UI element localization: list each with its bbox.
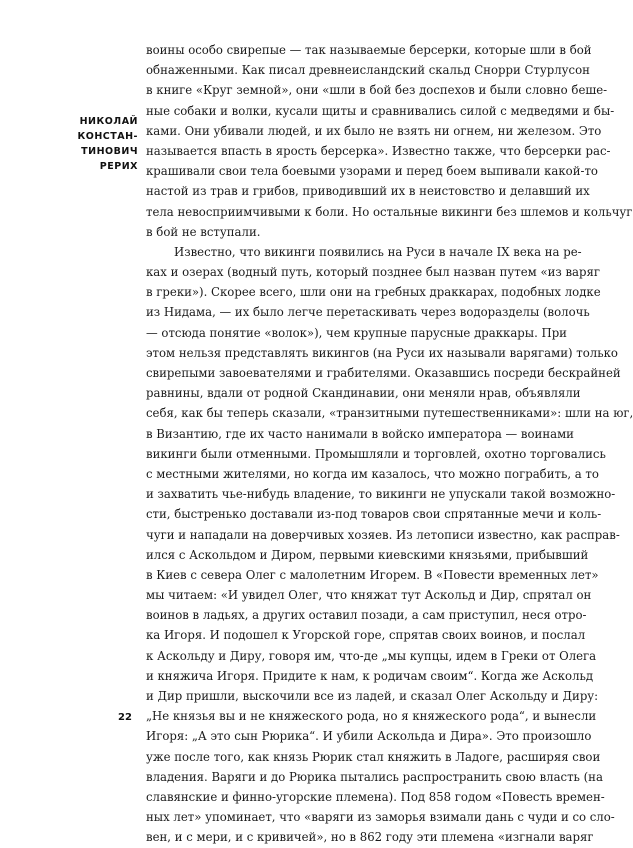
text-line: из Нидама, — их было легче перетаскивать через водоразделы (волочь (146, 305, 590, 320)
paragraph-first-line: Известно, что викинги появились на Руси в начале IX века на ре- (174, 244, 582, 259)
text-line: — отсюда понятие «волок»), чем крупные парусные драккары. При (146, 325, 567, 340)
text-line: обнаженными. Как писал древнеисландский скальд Снорри Стурлусон (146, 63, 590, 78)
text-line: ных лет» упоминает, что «варяги из заморья взимали дань с чуди и со сло- (146, 810, 615, 825)
text-line: ка Игоря. И подошел к Угорской горе, спрятав своих воинов, и послал (146, 628, 586, 643)
text-line: в бой не вступали. (146, 224, 261, 239)
text-line: чуги и нападали на доверчивых хозяев. Из летописи известно, как расправ- (146, 527, 620, 542)
text-line: ные собаки и волки, кусали щиты и сравнивались силой с медведями и бы- (146, 103, 615, 118)
text-line: воины особо свирепые — так называемые берсерки, которые шли в бой (146, 43, 592, 57)
text-line: Игоря: „А это сын Рюрика“. И убили Аскольда и Дира». Это произошло (146, 729, 592, 744)
author-line: РЕРИХ (99, 161, 138, 172)
text-line: этом нельзя представлять викингов (на Руси их называли варягами) только (146, 345, 618, 360)
text-line: вен, и с мери, и с кривичей», но в 862 году эти племена «изгнали варяг (146, 830, 594, 845)
text-line: викинги были отменными. Промышляли и торговлей, охотно торговались (146, 446, 606, 461)
text-line: уже после того, как князь Рюрик стал княжить в Ладоге, расширяя свои (146, 749, 601, 764)
text-line: в греки»). Скорее всего, шли они на гребных драккарах, подобных лодке (146, 285, 601, 300)
text-line: с местными жителями, но когда им казалось, что можно пограбить, а то (146, 466, 599, 481)
text-line: настой из трав и грибов, приводивший их в неистовство и делавший их (146, 184, 590, 199)
text-line: в Византию, где их часто нанимали в войско императора — воинами (146, 426, 574, 441)
text-line: равнины, вдали от родной Скандинавии, они меняли нрав, объявляли (146, 386, 581, 401)
text-line: воинов в ладьях, а других оставил позади, а сам приступил, неся отро- (146, 608, 587, 623)
text-line: мы читаем: «И увидел Олег, что княжат тут Аскольд и Дир, спрятал он (146, 588, 592, 603)
page-number: 22 (118, 712, 132, 723)
text-line: в Киев с севера Олег с малолетним Игорем. В «Повести временных лет» (146, 567, 599, 582)
text-line: крашивали свои тела боевыми узорами и перед боем выпивали какой-то (146, 164, 598, 179)
text-line: себя, как бы теперь сказали, «транзитными путешественниками»: шли на юг, (146, 406, 633, 421)
text-line: ках и озерах (водный путь, который позднее был назван путем «из варяг (146, 265, 601, 280)
text-line: в книге «Круг земной», они «шли в бой без доспехов и были словно беше- (146, 83, 608, 98)
text-line: „Не князья вы и не княжеского рода, но я княжеского рода“, и вынесли (146, 709, 597, 724)
text-line: и княжича Игоря. Придите к нам, к родичам своим“. Когда же Аскольд (146, 668, 594, 683)
text-line: владения. Варяги и до Рюрика пытались распространить свою власть (на (146, 769, 603, 784)
running-head-author (20, 114, 138, 174)
author-line: НИКОЛАЙ (79, 116, 138, 127)
text-line: сти, быстренько доставали из-под товаров свои спрятанные мечи и коль- (146, 507, 602, 522)
text-line: славянские и финно-угорские племена). Под 858 годом «Повесть времен- (146, 789, 605, 804)
author-line: КОНСТАН- (77, 131, 138, 142)
text-line: свирепыми завоевателями и грабителями. Оказавшись посреди бескрайней (146, 366, 621, 380)
text-line: к Аскольду и Диру, говоря им, что-де „мы купцы, идем в Греки от Олега (146, 648, 597, 663)
author-line: ТИНОВИЧ (81, 146, 138, 157)
text-line: ился с Аскольдом и Диром, первыми киевскими князьями, прибывший (146, 547, 589, 562)
text-line: и Дир пришли, выскочили все из ладей, и сказал Олег Аскольду и Диру: (146, 689, 599, 703)
text-line: ками. Они убивали людей, и их было не взять ни огнем, ни железом. Это (146, 123, 602, 138)
body-text (146, 40, 633, 848)
text-line: называется впасть в ярость берсерка». Известно также, что берсерки рас- (146, 143, 611, 158)
text-line: тела невосприимчивыми к боли. Но остальные викинги без шлемов и кольчуг (146, 204, 633, 219)
text-line: и захватить чье-нибудь владение, то викинги не упускали такой возможно- (146, 487, 616, 502)
